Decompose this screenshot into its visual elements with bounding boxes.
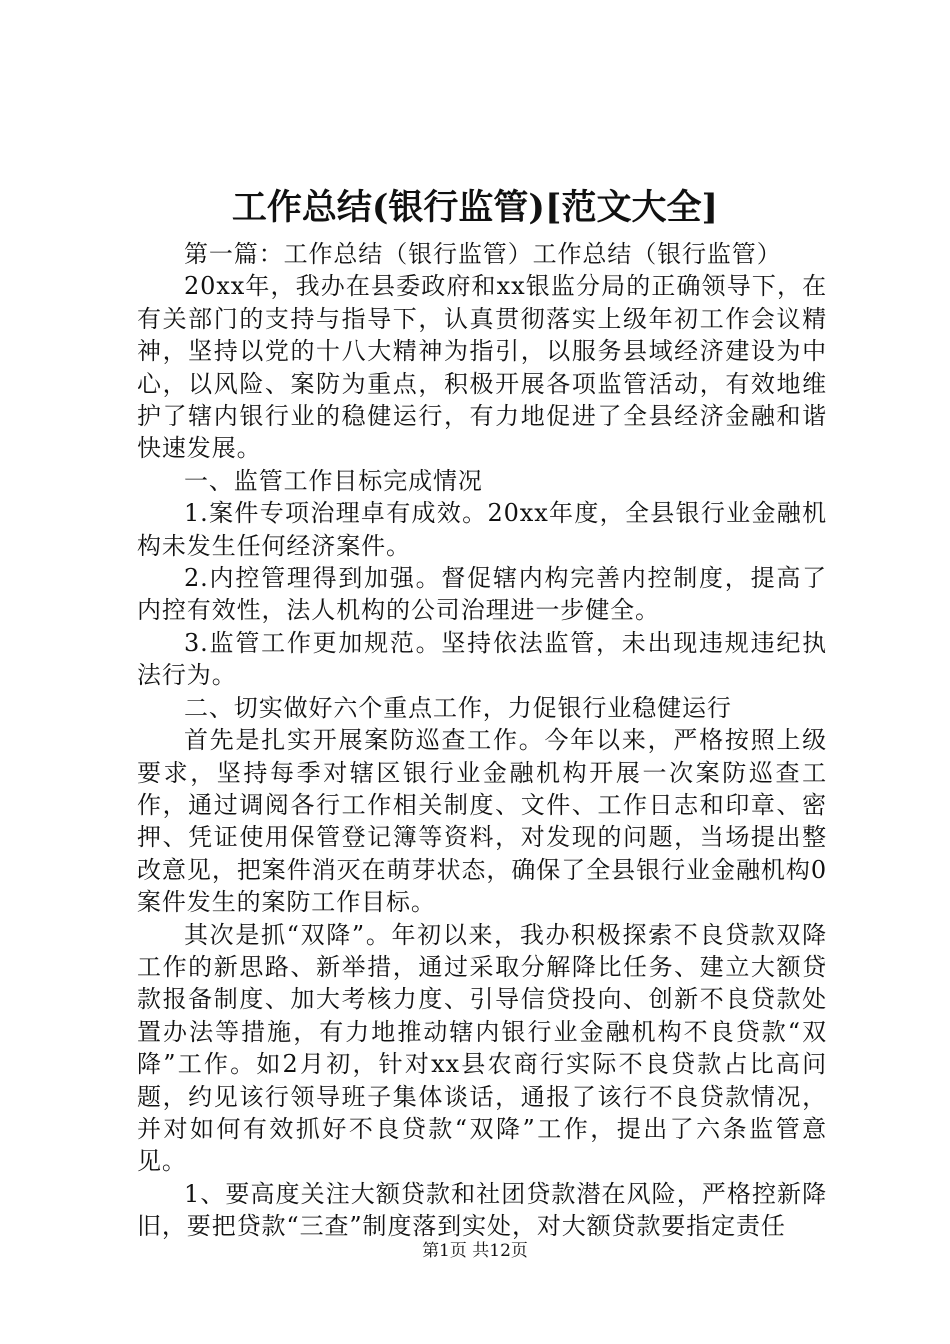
document-body: [137, 238, 827, 1243]
paragraph-subtitle: 第一篇：工作总结（银行监管）工作总结（银行监管）: [184, 240, 782, 268]
paragraph: 3.监管工作更加规范。坚持依法监管，未出现违规违纪执法行为。: [137, 628, 827, 690]
section-heading: 二、切实做好六个重点工作，力促银行业稳健运行: [184, 693, 732, 722]
document-title: 工作总结(银行监管)[范文大全]: [231, 187, 719, 228]
paragraph: 1.案件专项治理卓有成效。20xx年度，全县银行业金融机构未发生任何经济案件。: [137, 499, 827, 560]
paragraph: 20xx年，我办在县委政府和xx银监分局的正确领导下，在有关部门的支持与指导下，认真贯彻落实上级年初工作会议精神，坚持以党的十八大精神为指引，以服务县域经济建设为中心，以风险、案防为重点，积极开展各项监管活动，有效地维护了辖内银行业的稳健运行，有力地促进了全县经济金融和谐快速发展。: [137, 272, 827, 463]
paragraph: 其次是抓“双降”。年初以来，我办积极探索不良贷款双降工作的新思路、新举措，通过采取分解降比任务、建立大额贷款报备制度、加大考核力度、引导信贷投向、创新不良贷款处置办法等措施，有力地推动辖内银行业金融机构不良贷款“双降”工作。如2月初，针对xx县农商行实际不良贷款占比高问题，约见该行领导班子集体谈话，通报了该行不良贷款情况，并对如何有效抓好不良贷款“双降”工作，提出了六条监管意见。: [137, 920, 827, 1176]
section-heading: 一、监管工作目标完成情况: [184, 466, 483, 495]
paragraph: 1、要高度关注大额贷款和社团贷款潜在风险，严格控新降旧，要把贷款“三查”制度落到实处，对大额贷款要指定责任: [137, 1179, 827, 1241]
paragraph: 首先是扎实开展案防巡查工作。今年以来，严格按照上级要求，坚持每季对辖区银行业金融机构开展一次案防巡查工作，通过调阅各行工作相关制度、文件、工作日志和印章、密押、凭证使用保管登记簿等资料，对发现的问题，当场提出整改意见，把案件消灭在萌芽状态，确保了全县银行业金融机构0案件发生的案防工作目标。: [137, 726, 827, 917]
paragraph: 2.内控管理得到加强。督促辖内构完善内控制度，提高了内控有效性，法人机构的公司治理进一步健全。: [137, 564, 827, 625]
page-number-footer: 第1页 共12页: [422, 1241, 528, 1261]
